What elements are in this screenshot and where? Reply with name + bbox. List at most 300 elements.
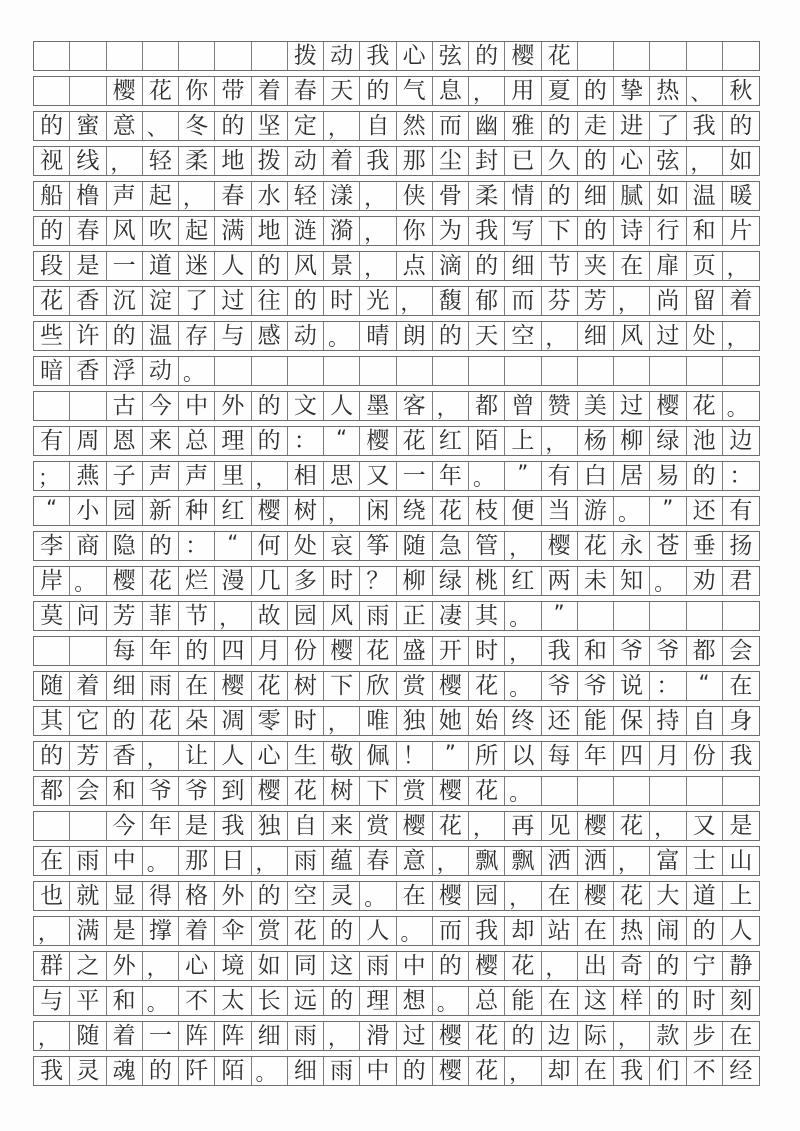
char-cell: 空 <box>288 882 324 910</box>
char-cell: 芳 <box>578 287 614 315</box>
char-cell: 我 <box>469 217 505 245</box>
char-cell: 园 <box>288 602 324 630</box>
char-cell: ？ <box>360 567 396 595</box>
char-cell: 和 <box>687 217 723 245</box>
char-cell: 下 <box>360 777 396 805</box>
char-cell: 宁 <box>687 952 723 980</box>
manuscript-row <box>33 741 760 771</box>
char-cell: 处 <box>288 532 324 560</box>
char-cell: 来 <box>143 427 179 455</box>
char-cell: 爷 <box>179 777 215 805</box>
char-cell: 的 <box>360 77 396 105</box>
char-cell: 还 <box>542 707 578 735</box>
manuscript-row <box>33 146 760 176</box>
char-cell: 地 <box>215 147 251 175</box>
manuscript-row <box>33 706 760 736</box>
char-cell: 飘 <box>505 847 541 875</box>
char-cell: 却 <box>542 1057 578 1085</box>
char-cell: 满 <box>70 917 106 945</box>
char-cell: 每 <box>107 637 143 665</box>
char-cell: 花 <box>252 672 288 700</box>
char-cell: 细 <box>107 672 143 700</box>
char-cell: 些 <box>34 322 70 350</box>
char-cell: 理 <box>215 427 251 455</box>
char-cell <box>179 42 215 70</box>
char-cell: 着 <box>70 672 106 700</box>
char-cell: 声 <box>143 462 179 490</box>
char-cell: ” <box>505 462 541 490</box>
char-cell: 着 <box>179 917 215 945</box>
char-cell: 轻 <box>288 182 324 210</box>
char-cell: 我 <box>360 42 396 70</box>
char-cell: 樱 <box>433 882 469 910</box>
char-cell: 在 <box>34 847 70 875</box>
char-cell: 一 <box>397 462 433 490</box>
char-cell: 洒 <box>578 847 614 875</box>
char-cell: 扉 <box>650 252 686 280</box>
char-cell: 花 <box>433 812 469 840</box>
char-cell: 。 <box>433 987 469 1015</box>
char-cell <box>469 357 505 385</box>
char-cell: 欣 <box>360 672 396 700</box>
char-cell: 菲 <box>143 602 179 630</box>
char-cell: 船 <box>34 182 70 210</box>
char-cell: 爷 <box>542 672 578 700</box>
char-cell: ， <box>469 77 505 105</box>
char-cell: 樱 <box>324 637 360 665</box>
char-cell: 起 <box>143 182 179 210</box>
char-cell: 心 <box>614 147 650 175</box>
char-cell: 和 <box>107 987 143 1015</box>
char-cell: 过 <box>650 322 686 350</box>
char-cell: 。 <box>397 917 433 945</box>
char-cell: 。 <box>252 1057 288 1085</box>
char-cell: 樱 <box>252 497 288 525</box>
char-cell: 花 <box>143 567 179 595</box>
char-cell: 意 <box>397 847 433 875</box>
char-cell: ， <box>34 1022 70 1050</box>
char-cell: 新 <box>143 497 179 525</box>
char-cell <box>34 42 70 70</box>
char-cell: 月 <box>650 742 686 770</box>
char-cell: 总 <box>179 427 215 455</box>
char-cell: 时 <box>324 567 360 595</box>
char-cell: 日 <box>215 847 251 875</box>
char-cell: 我 <box>215 812 251 840</box>
char-cell: 过 <box>215 287 251 315</box>
char-cell <box>252 357 288 385</box>
char-cell: 、 <box>143 112 179 140</box>
char-cell: 爷 <box>578 672 614 700</box>
char-cell: 居 <box>614 462 650 490</box>
char-cell: 拨 <box>252 147 288 175</box>
char-cell: 而 <box>433 112 469 140</box>
char-cell: 的 <box>34 742 70 770</box>
char-cell: 闲 <box>360 497 396 525</box>
manuscript-row <box>33 76 760 106</box>
char-cell: 香 <box>107 742 143 770</box>
char-cell <box>687 357 723 385</box>
char-cell: 再 <box>505 812 541 840</box>
char-cell: 问 <box>70 602 106 630</box>
char-cell: 之 <box>70 952 106 980</box>
char-cell: 许 <box>70 322 106 350</box>
char-cell: 着 <box>252 77 288 105</box>
char-cell: 热 <box>614 917 650 945</box>
char-cell: 赏 <box>397 777 433 805</box>
char-cell: 。 <box>650 567 686 595</box>
char-cell: ， <box>614 287 650 315</box>
char-cell: 有 <box>542 462 578 490</box>
manuscript-row <box>33 111 760 141</box>
char-cell: 雅 <box>505 112 541 140</box>
char-cell: 人 <box>324 392 360 420</box>
char-cell <box>70 77 106 105</box>
char-cell: 的 <box>107 707 143 735</box>
char-cell: 魂 <box>107 1057 143 1085</box>
char-cell: 你 <box>179 77 215 105</box>
char-cell: 。 <box>505 602 541 630</box>
char-cell: 红 <box>433 427 469 455</box>
char-cell: 走 <box>578 112 614 140</box>
char-cell: 如 <box>650 182 686 210</box>
char-cell: 经 <box>729 1058 753 1084</box>
char-cell: ， <box>360 217 396 245</box>
char-cell: 了 <box>179 287 215 315</box>
char-cell: 多 <box>288 567 324 595</box>
char-cell: 有 <box>34 427 70 455</box>
char-cell: 款 <box>650 1022 686 1050</box>
char-cell <box>215 357 251 385</box>
char-cell: 雨 <box>360 952 396 980</box>
char-cell: 如 <box>729 148 753 174</box>
char-cell: 夏 <box>542 77 578 105</box>
char-cell: 显 <box>107 882 143 910</box>
char-cell <box>252 42 288 70</box>
char-cell: 光 <box>360 287 396 315</box>
char-cell: 平 <box>70 987 106 1015</box>
char-cell: 起 <box>179 217 215 245</box>
char-cell: 水 <box>252 182 288 210</box>
char-cell: “ <box>34 497 70 525</box>
char-cell: ， <box>542 952 578 980</box>
char-cell: 花 <box>614 882 650 910</box>
char-cell: 过 <box>614 392 650 420</box>
char-cell: 在 <box>179 672 215 700</box>
char-cell: 你 <box>397 217 433 245</box>
manuscript-row <box>33 566 760 596</box>
char-cell: 我 <box>360 147 396 175</box>
char-cell: 池 <box>687 427 723 455</box>
char-cell: 一 <box>107 252 143 280</box>
char-cell: 几 <box>252 567 288 595</box>
char-cell: 曾 <box>505 392 541 420</box>
char-cell: 四 <box>215 637 251 665</box>
char-cell: 秋 <box>729 78 753 104</box>
char-cell: 朵 <box>179 707 215 735</box>
char-cell: 理 <box>360 987 396 1015</box>
char-cell: 带 <box>215 77 251 105</box>
char-cell: 管 <box>469 532 505 560</box>
char-cell: 樱 <box>469 952 505 980</box>
char-cell: 燕 <box>70 462 106 490</box>
char-cell: 阵 <box>179 1022 215 1050</box>
char-cell: 的 <box>687 462 723 490</box>
char-cell: 都 <box>469 392 505 420</box>
char-cell: 浮 <box>107 357 143 385</box>
char-cell: 情 <box>505 182 541 210</box>
char-cell: 自 <box>288 812 324 840</box>
char-cell: 自 <box>687 707 723 735</box>
manuscript-row <box>33 811 760 841</box>
manuscript-row <box>33 776 760 806</box>
char-cell: 盛 <box>397 637 433 665</box>
char-cell: 细 <box>505 252 541 280</box>
char-cell: 樱 <box>215 672 251 700</box>
char-cell: 份 <box>288 637 324 665</box>
char-cell: 的 <box>469 252 505 280</box>
char-cell: 。 <box>143 987 179 1015</box>
char-cell: 心 <box>252 742 288 770</box>
char-cell: 长 <box>252 987 288 1015</box>
char-cell: ， <box>143 952 179 980</box>
char-cell: 樱 <box>107 77 143 105</box>
char-cell: 淀 <box>143 287 179 315</box>
char-cell: 步 <box>687 1022 723 1050</box>
char-cell: 烂 <box>179 567 215 595</box>
char-cell: 郁 <box>469 287 505 315</box>
char-cell: 的 <box>34 217 70 245</box>
manuscript-row <box>33 1056 760 1086</box>
char-cell: 拨 <box>288 42 324 70</box>
char-cell: 的 <box>650 952 686 980</box>
char-cell <box>107 42 143 70</box>
char-cell <box>34 77 70 105</box>
char-cell: 能 <box>578 707 614 735</box>
char-cell: 保 <box>614 707 650 735</box>
char-cell: 的 <box>324 987 360 1015</box>
char-cell: 开 <box>433 637 469 665</box>
char-cell: 零 <box>252 707 288 735</box>
char-cell: 墨 <box>360 392 396 420</box>
char-cell <box>70 637 106 665</box>
char-cell: 又 <box>360 462 396 490</box>
char-cell: 边 <box>729 428 753 454</box>
char-cell: 哀 <box>324 532 360 560</box>
char-cell: 气 <box>397 77 433 105</box>
char-cell: 天 <box>469 322 505 350</box>
char-cell: 冬 <box>179 112 215 140</box>
char-cell: 花 <box>687 392 723 420</box>
char-cell: 洒 <box>542 847 578 875</box>
char-cell: 视 <box>34 147 70 175</box>
char-cell: 际 <box>578 1022 614 1050</box>
char-cell: 樱 <box>397 812 433 840</box>
char-cell: 和 <box>107 777 143 805</box>
char-cell: 道 <box>687 882 723 910</box>
char-cell: 样 <box>614 987 650 1015</box>
char-cell: 岸 <box>34 567 70 595</box>
char-cell: 不 <box>179 987 215 1015</box>
char-cell: 时 <box>324 287 360 315</box>
char-cell: 下 <box>542 217 578 245</box>
char-cell: ， <box>360 252 396 280</box>
char-cell: 点 <box>397 252 433 280</box>
char-cell: 的 <box>215 112 251 140</box>
char-cell: ， <box>542 427 578 455</box>
char-cell: 往 <box>252 287 288 315</box>
char-cell: 柳 <box>397 567 433 595</box>
char-cell: 杨 <box>578 427 614 455</box>
char-cell: 红 <box>215 497 251 525</box>
char-cell <box>723 602 759 630</box>
char-cell: 在 <box>542 882 578 910</box>
char-cell: 撑 <box>143 917 179 945</box>
char-cell: 是 <box>107 917 143 945</box>
manuscript-row <box>33 286 760 316</box>
char-cell: 滴 <box>433 252 469 280</box>
char-cell: 封 <box>469 147 505 175</box>
char-cell: 而 <box>505 287 541 315</box>
char-cell: 线 <box>70 147 106 175</box>
char-cell: 恩 <box>107 427 143 455</box>
char-cell <box>34 812 70 840</box>
char-cell: 的 <box>650 987 686 1015</box>
char-cell: 馥 <box>433 287 469 315</box>
char-cell: ” <box>433 742 469 770</box>
char-cell: 的 <box>687 917 723 945</box>
char-cell <box>397 357 433 385</box>
char-cell: 绕 <box>397 497 433 525</box>
char-cell: 能 <box>505 987 541 1015</box>
char-cell: 在 <box>578 1057 614 1085</box>
char-cell: 飘 <box>469 847 505 875</box>
char-cell <box>433 357 469 385</box>
char-cell: 园 <box>107 497 143 525</box>
char-cell: ， <box>252 462 288 490</box>
char-cell: 的 <box>143 532 179 560</box>
char-cell: 花 <box>578 532 614 560</box>
char-cell: 李 <box>34 532 70 560</box>
char-cell: 节 <box>542 252 578 280</box>
char-cell: “ <box>215 532 251 560</box>
char-cell: 花 <box>288 777 324 805</box>
char-cell: ， <box>505 1057 541 1085</box>
char-cell: 是 <box>179 812 215 840</box>
char-cell: 留 <box>687 287 723 315</box>
char-cell: 今 <box>143 392 179 420</box>
char-cell: 的 <box>288 287 324 315</box>
char-cell: 感 <box>252 322 288 350</box>
char-cell: 上 <box>505 427 541 455</box>
char-cell: 春 <box>360 847 396 875</box>
manuscript-row <box>33 636 760 666</box>
char-cell: ： <box>729 463 753 489</box>
char-cell <box>650 777 686 805</box>
char-cell: 凄 <box>433 602 469 630</box>
char-cell: 。 <box>143 847 179 875</box>
char-cell: 独 <box>252 812 288 840</box>
char-cell: 其 <box>34 707 70 735</box>
char-cell: 莫 <box>34 602 70 630</box>
title-row <box>33 41 760 71</box>
char-cell: 年 <box>143 637 179 665</box>
char-cell: 。 <box>726 396 748 420</box>
char-cell: 赏 <box>397 672 433 700</box>
char-cell: 赏 <box>252 917 288 945</box>
char-cell: 随 <box>34 672 70 700</box>
char-cell: 春 <box>288 77 324 105</box>
char-cell: 樱 <box>542 532 578 560</box>
char-cell: 侠 <box>397 182 433 210</box>
char-cell: 心 <box>179 952 215 980</box>
char-cell: 腻 <box>614 182 650 210</box>
char-cell: ” <box>542 602 578 630</box>
char-cell: 然 <box>397 112 433 140</box>
manuscript-row <box>33 1021 760 1051</box>
char-cell: 芳 <box>70 742 106 770</box>
char-cell: ， <box>614 847 650 875</box>
char-cell: 是 <box>70 252 106 280</box>
char-cell: “ <box>324 427 360 455</box>
char-cell: 它 <box>70 707 106 735</box>
char-cell: 永 <box>614 532 650 560</box>
char-cell: ， <box>397 287 433 315</box>
char-cell: 了 <box>650 112 686 140</box>
char-cell: 诗 <box>614 217 650 245</box>
char-cell: 在 <box>614 252 650 280</box>
char-cell: 细 <box>578 182 614 210</box>
char-cell: 知 <box>614 567 650 595</box>
manuscript-row <box>33 671 760 701</box>
char-cell <box>723 42 759 70</box>
char-cell: ： <box>288 427 324 455</box>
char-cell: 每 <box>542 742 578 770</box>
char-cell: 在 <box>578 917 614 945</box>
char-cell: 涟 <box>288 217 324 245</box>
char-cell: 游 <box>578 497 614 525</box>
char-cell: ， <box>505 532 541 560</box>
char-cell: 樱 <box>433 1057 469 1085</box>
char-cell: 的 <box>578 77 614 105</box>
char-cell: 定 <box>288 112 324 140</box>
char-cell: 花 <box>360 637 396 665</box>
char-cell: 有 <box>729 498 753 524</box>
char-cell: 挚 <box>614 77 650 105</box>
char-cell: 正 <box>397 602 433 630</box>
char-cell: 筝 <box>360 532 396 560</box>
manuscript-row <box>33 846 760 876</box>
char-cell: 漪 <box>324 217 360 245</box>
char-cell: 境 <box>215 952 251 980</box>
char-cell <box>578 602 614 630</box>
manuscript-sheet <box>33 41 760 1091</box>
char-cell: ， <box>726 326 748 350</box>
char-cell: 年 <box>433 462 469 490</box>
char-cell: 相 <box>288 462 324 490</box>
char-cell: 会 <box>729 638 753 664</box>
char-cell: 的 <box>143 1057 179 1085</box>
char-cell: 阡 <box>179 1057 215 1085</box>
char-cell: 到 <box>215 777 251 805</box>
char-cell <box>614 357 650 385</box>
char-cell: 与 <box>34 987 70 1015</box>
char-cell: 雨 <box>70 847 106 875</box>
char-cell: 的 <box>107 322 143 350</box>
char-cell: ， <box>505 637 541 665</box>
char-cell: 着 <box>729 288 753 314</box>
char-cell: 富 <box>650 847 686 875</box>
